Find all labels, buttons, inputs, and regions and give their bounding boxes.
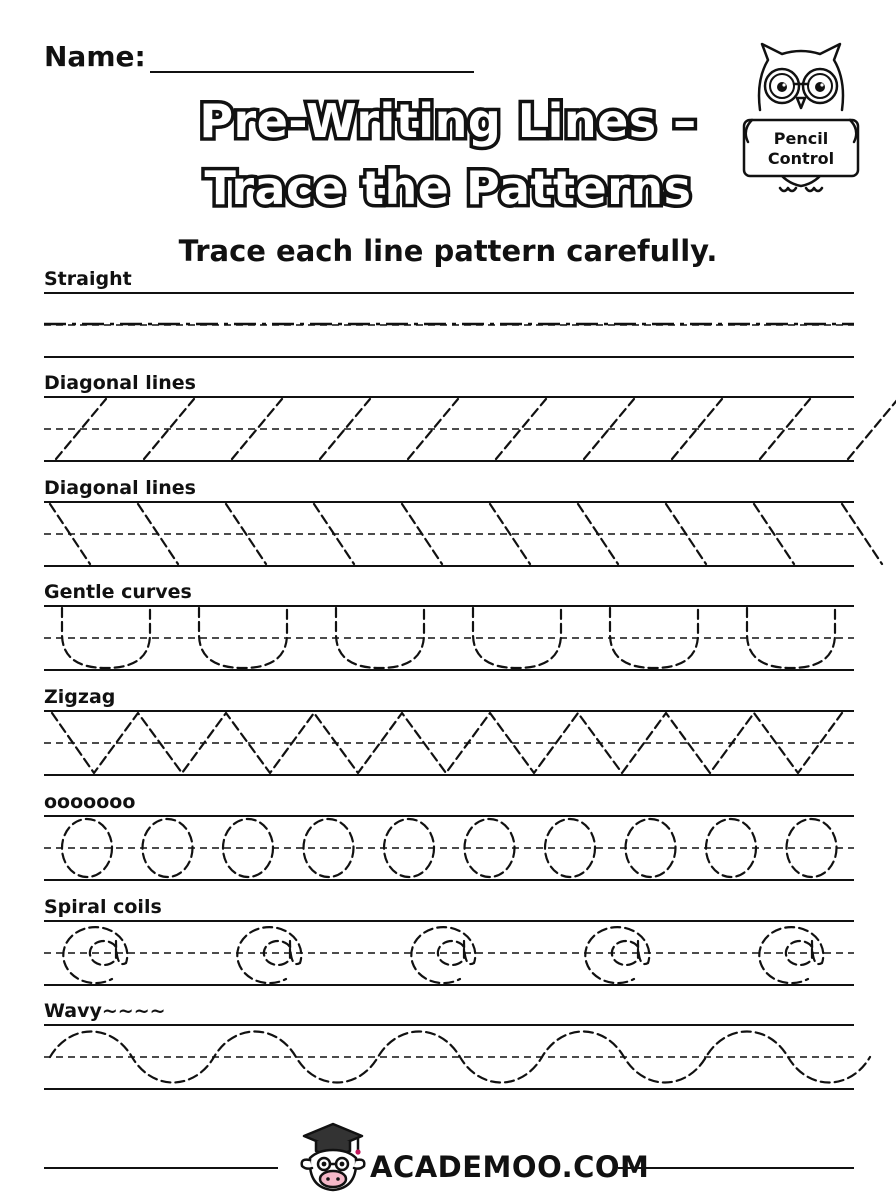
row-label: Zigzag [44, 686, 116, 708]
tracing-row-7[interactable] [44, 896, 854, 985]
cow-mascot-icon [298, 1118, 368, 1194]
trace-spiral[interactable] [63, 927, 127, 983]
tracing-row-8[interactable] [44, 1000, 870, 1089]
page-title-line-1: Pre-Writing Lines – [199, 94, 697, 148]
tracing-row-3[interactable] [44, 477, 882, 566]
row-label: ooooooo [44, 791, 136, 813]
footer-divider-left [44, 1167, 278, 1169]
tracing-row-2[interactable] [44, 372, 896, 461]
tracing-row-6[interactable] [44, 791, 854, 880]
footer-brand[interactable]: ACADEMOO.COM [370, 1150, 650, 1184]
row-label: Diagonal lines [44, 372, 196, 394]
footer-divider-right [618, 1167, 854, 1169]
trace-spiral[interactable] [759, 927, 823, 983]
row-label: Diagonal lines [44, 477, 196, 499]
row-label: Wavy~~~~ [44, 1000, 166, 1022]
tracing-row-5[interactable] [44, 686, 854, 775]
tracing-row-1[interactable] [44, 268, 854, 357]
instructions-subtitle: Trace each line pattern carefully. [178, 234, 718, 268]
page-title-line-2: Trace the Patterns [204, 161, 692, 215]
row-label: Gentle curves [44, 581, 192, 603]
row-label: Straight [44, 268, 132, 290]
trace-spiral[interactable] [585, 927, 649, 983]
trace-diagonal[interactable] [848, 399, 896, 459]
row-label: Spiral coils [44, 896, 162, 918]
owl-sign-line-2: Control [767, 149, 835, 168]
tracing-row-4[interactable] [44, 581, 854, 670]
trace-spiral[interactable] [411, 927, 475, 983]
trace-spiral[interactable] [237, 927, 301, 983]
owl-sign-line-1: Pencil [773, 129, 829, 148]
name-label: Name: [44, 40, 146, 73]
